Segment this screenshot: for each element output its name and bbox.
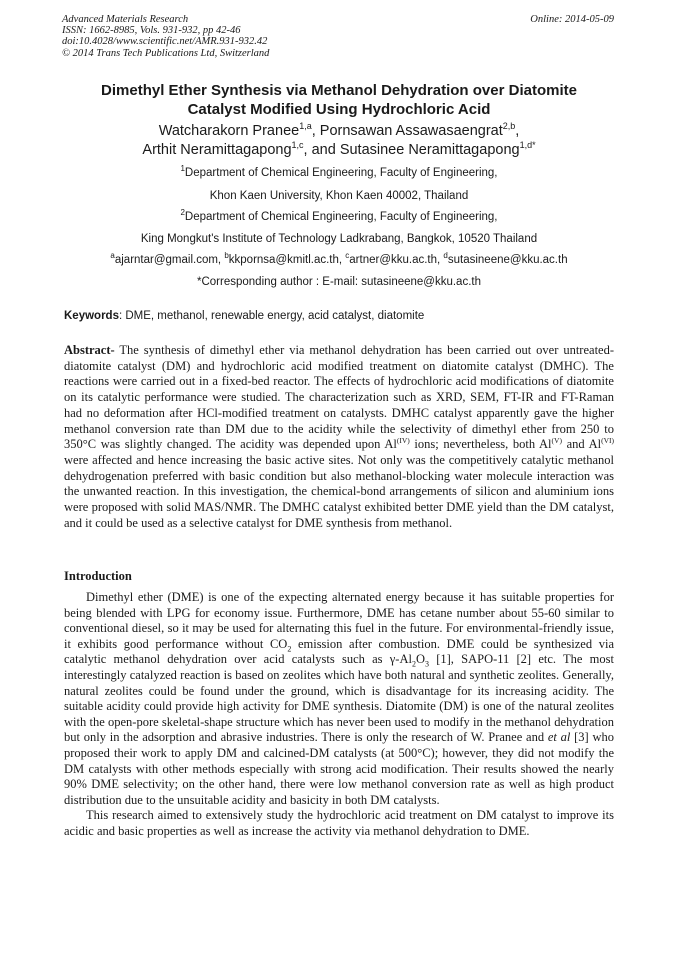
keywords-label: Keywords <box>64 310 119 322</box>
online-date: Online: 2014-05-09 <box>530 14 614 25</box>
paragraph-text: O <box>415 652 425 667</box>
affiliation-1-line-2: Khon Kaen University, Khon Kaen 40002, Thailand <box>209 190 469 202</box>
author-name: and Sutasinee Neramittagapong <box>311 142 520 158</box>
subscript: 3 <box>424 659 429 669</box>
affiliation-1-line-1 <box>40 166 638 180</box>
email-sup: c <box>345 251 350 261</box>
affiliation-2-line-1 <box>40 210 638 224</box>
subscript: 2 <box>411 659 416 669</box>
title-line-2: Catalyst Modified Using Hydrochloric Acid <box>187 101 491 118</box>
section-heading: Introduction <box>64 569 132 583</box>
affiliation-text: Department of Chemical Engineering, Faculty of Engineering, <box>184 167 498 179</box>
email-sup: b <box>224 251 229 261</box>
affiliation-2-line-2: King Mongkut's Institute of Technology Ladkrabang, Bangkok, 10520 Thailand <box>140 233 538 245</box>
author-list: Watcharakorn Pranee$^{1,a}$, Pornsawan Assawasaengrat$^{2,b}$, Arthit Neramittagapong$^{1,c}$, and Sutasinee Neramittagapong$^{1,d*}$ <box>142 121 536 158</box>
author-sup: 1,d* <box>519 140 536 151</box>
email-list <box>40 253 638 267</box>
corresponding-author: *Corresponding author : E-mail: sutasineene@kku.ac.th <box>197 276 481 288</box>
author-name: Pornsawan Assawasaengrat <box>319 123 503 139</box>
journal-name: Advanced Materials Research <box>62 14 189 25</box>
email-link[interactable]: artner@kku.ac.th, <box>349 254 441 266</box>
keywords <box>64 309 624 323</box>
paper-title <box>40 81 638 119</box>
paragraph: This research aimed to extensively study the hydrochloric acid treatment on DM catalyst to improve its acidic and basic properties as well as increase the activity via methanol dehydration to DME. <box>64 808 614 838</box>
italic-text: et al <box>547 730 571 745</box>
email-link[interactable]: sutasineene@kku.ac.th <box>447 254 568 266</box>
introduction-body <box>64 590 614 840</box>
title-line-1: Dimethyl Ether Synthesis via Methanol Dehydration over Diatomite <box>101 82 577 99</box>
subscript: 2 <box>287 644 292 654</box>
author-sup: 1,a <box>299 121 312 132</box>
paragraph-text: emission after combustion. DME could be synthesized via catalytic methanol dehydration over acid catalysts such as γ-Al <box>64 636 614 667</box>
paragraph-text: [3] who proposed their work to apply DM and calcined-DM catalysts (at 500°C); however, they did not modify the DM catalysts with other methods especially with strong acid modification. Their results showed the nearly 90% DME selectivity; on the other hand, there were low methanol conversion rate as well as high product distribution due to the unsuitable acidity and basicity in both DM catalysts. <box>64 730 614 807</box>
author-sup: 2,b <box>502 121 516 132</box>
abstract-text: ions; nevertheless, both Al <box>409 437 552 452</box>
abstract-text: were affected and hence increasing the basic active sites. Not only was the competitively catalytic methanol dehydrogenation preferred with basic condition but also methanol-blocking water molecule interaction was the unwanted reaction. In this investigation, the chemical-bond arrangements of silicon and aluminium ions were proposed with solid MAS/NMR. The DMHC catalyst exhibited better DME yield than the DM catalyst, and it could be used as a selective catalyst for DME synthesis from methanol. <box>64 452 614 530</box>
email-sup: a <box>110 251 115 261</box>
journal-header <box>62 14 462 59</box>
paragraph <box>64 590 614 808</box>
abstract-sup: (VI) <box>601 436 615 446</box>
issn-line: ISSN: 1662-8985, Vols. 931-932, pp 42-46 <box>62 25 241 37</box>
keywords-text: : DME, methanol, renewable energy, acid catalyst, diatomite <box>118 310 425 322</box>
email-link[interactable]: kkpornsa@kmitl.ac.th, <box>228 254 343 266</box>
email-link[interactable]: ajarntar@gmail.com, <box>114 254 222 266</box>
affiliation-text: Department of Chemical Engineering, Faculty of Engineering, <box>184 211 498 223</box>
paragraph-text: Dimethyl ether (DME) is one of the expecting alternated energy because it has suitable properties for being blended with LPG for economy issue. Furthermore, DME has cetane number about 55-60 similar to conventional diesel, so it may be used for alternating this fuel in the future. For environmental-friendly issue, it exhibits good performance without CO <box>64 590 614 651</box>
author-sup: 1,c <box>291 140 304 151</box>
affiliation-sup: 2 <box>180 208 185 218</box>
abstract-sup: (IV) <box>396 436 410 446</box>
affiliation-sup: 1 <box>180 164 185 174</box>
email-sup: d <box>443 251 448 261</box>
abstract-label: Abstract- <box>64 343 115 357</box>
abstract-sup: (V) <box>551 436 562 446</box>
copyright-line: © 2014 Trans Tech Publications Ltd, Switzerland <box>62 47 270 59</box>
abstract-text: The synthesis of dimethyl ether via methanol dehydration has been carried out over untreated-diatomite catalyst (DM) and hydrochloric acid modified treatment on diatomite catalyst (DMHC). The reactions were carried out in a fixed-bed reactor. The effects of hydrochloric acid modifications of diatomite on its catalytic performance were studied. The characterization such as XRD, SEM, FT-IR and FT-Raman had no deformation after HCl-modified treatment on catalysts. DMHC catalyst apparently gave the higher methanol conversion rate than DM due to the acidity while the selectivity of dimethyl ether from 250 to 350°C was slightly changed. The acidity was depended upon Al <box>64 343 614 452</box>
abstract-text: and Al <box>561 437 602 452</box>
abstract <box>64 343 614 531</box>
author-name: Arthit Neramittagapong <box>142 142 292 158</box>
author-name: Watcharakorn Pranee <box>158 123 300 139</box>
paragraph-text: [1], SAPO-11 [2] etc. The most interestingly catalyzed reaction is based on zeolites which have both natural and synthetic zeolites. Generally, natural zeolites could be found under the ground, which is disadvantage for its increasing acidity. The suitable acidity could provide high activity for DME synthesis. Diatomite (DM) is one of the natural zeolites with the open-pore skeletal-shape structure which has never been used to modify in the methanol dehydration but only in the adsorption and abrasive industries. There is only the research of W. Pranee and <box>64 652 614 745</box>
doi-line: doi:10.4028/www.scientific.net/AMR.931-932.42 <box>62 36 268 48</box>
